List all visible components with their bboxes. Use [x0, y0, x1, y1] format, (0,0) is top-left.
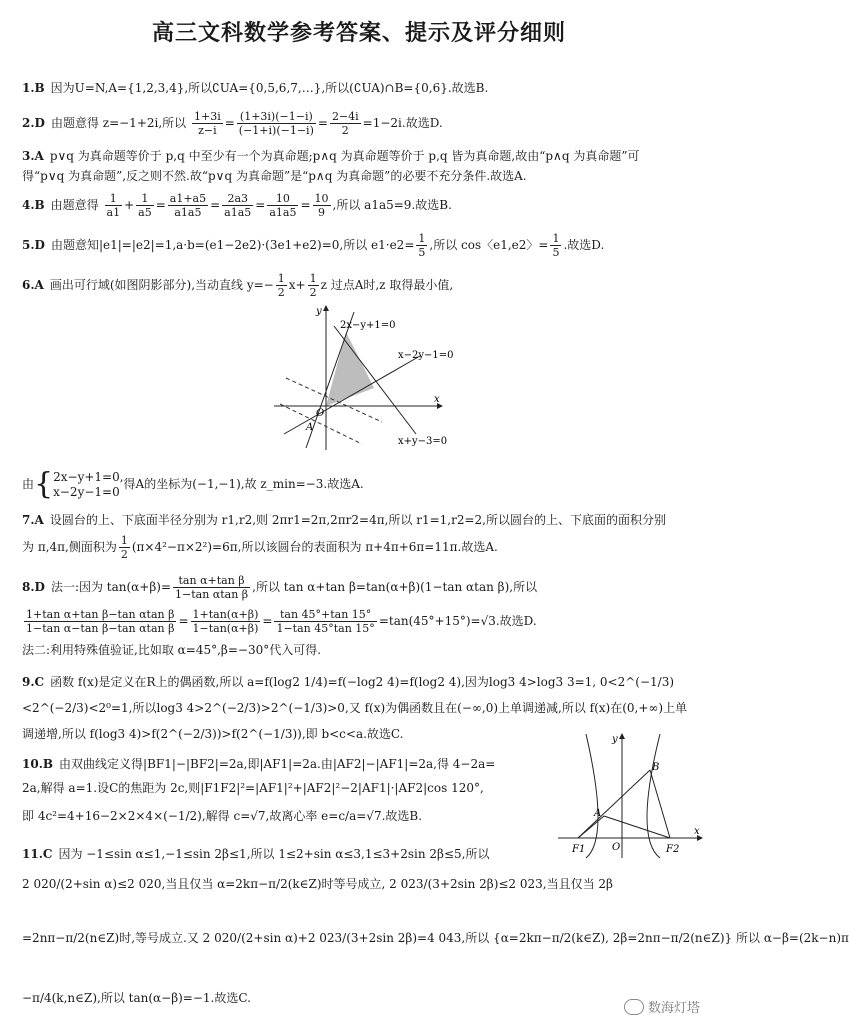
- answer-9-line1: 9.C 函数 f(x)是定义在R上的偶函数,所以 a=f(log2 1/4)=f(−log2 4)=f(log2 4),因为log3 4>log3 3=1, 0<2^(−1/3): [22, 675, 675, 689]
- label-line2: x−2y−1=0: [398, 350, 454, 361]
- answer-6-system: 由{2x−y+1=0, x−2y−1=0得A的坐标为(−1,−1),故 z_min=−3.故选A.: [22, 466, 364, 502]
- answer-11-line3: =2nπ−π/2(n∈Z)时,等号成立.又 2 020/(2+sin α)+2 023/(3+2sin 2β)=4 043,所以 {α=2kπ−π/2(k∈Z), 2β=2nπ−π/2(n∈Z)} 所以 α−β=(2k−n)π: [22, 931, 849, 945]
- answer-5: 5.D 由题意知|e1|=|e2|=1,a·b=(e1−2e2)·(3e1+e2)=0,所以 e1·e2= $\frac{1}{5}$ ,所以 cos〈e1,e2〉= $\frac{1}{5}$ .故选D.: [22, 232, 605, 259]
- answer-6: 6.A 画出可行域(如图阴影部分),当动直线 y=− $\frac{1}{2}$ x+ $\frac{1}{2}$ z 过点A时,z 取得最小值,: [22, 272, 454, 299]
- axis-x-label: x: [694, 826, 700, 837]
- label-f1: F1: [572, 844, 586, 855]
- answer-9-line3: 调递增,所以 f(log3 4)>f(2^(−2/3))>f(2^(−1/3)),即 b<c<a.故选C.: [22, 727, 404, 741]
- answer-9-line2: <2^(−2/3)<2⁰=1,所以log3 4>2^(−2/3)>2^(−1/3)>0,又 f(x)为偶函数且在(−∞,0)上单调递减,所以 f(x)在(0,+∞)上单: [22, 701, 688, 715]
- answer-11-line2: 2 020/(2+sin α)≤2 020,当且仅当 α=2kπ−π/2(k∈Z)时等号成立, 2 023/(3+2sin 2β)≤2 023,当且仅当 2β: [22, 877, 613, 891]
- answer-11-line1: 11.C 因为 −1≤sin α≤1,−1≤sin 2β≤1,所以 1≤2+sin α≤3,1≤3+2sin 2β≤5,所以: [22, 847, 490, 861]
- page-title: 高三文科数学参考答案、提示及评分细则: [151, 21, 566, 46]
- answer-3-line2: 得“p∨q 为真命题”,反之则不然.故“p∨q 为真命题”是“p∧q 为真命题”的必要不充分条件.故选A.: [22, 169, 527, 183]
- axis-x-label: x: [434, 394, 440, 405]
- hyperbola-figure: [556, 730, 706, 860]
- axis-y-label: y: [612, 734, 618, 745]
- answer-2: 2.D 由题意得 z=−1+2i,所以 $\frac{1+3i}{z-i}$ = $\frac{(1+3i)(-1-i)}{(-1+i)(-1-i)}$ = $\frac{2-4i}{2}$ =1−2i.故选D.: [22, 110, 443, 137]
- label-a: A: [594, 808, 602, 819]
- hyperbola-left-branch: [586, 734, 598, 858]
- answer-7-line1: 7.A 设圆台的上、下底面半径分别为 r1,r2,则 2πr1=2π,2πr2=4π,所以 r1=1,r2=2,所以圆台的上、下底面的面积分别: [22, 513, 666, 527]
- watermark: 数海灯塔: [624, 997, 700, 1016]
- answer-10-line1: 10.B 由双曲线定义得|BF1|−|BF2|=2a,即|AF1|=2a.由|AF2|−|AF1|=2a,得 4−2a=: [22, 757, 496, 771]
- label-b: B: [652, 762, 660, 773]
- answer-3-line1: 3.A p∨q 为真命题等价于 p,q 中至少有一个为真命题;p∧q 为真命题等价于 p,q 皆为真命题,故由“p∧q 为真命题”可: [22, 149, 640, 163]
- answer-8-line1: 8.D 法一:因为 tan(α+β)= $\frac{\text{tan α+tan β}}{\text{1−tan αtan β}}$ ,所以 tan α+tan β=tan(α+β)(1−tan αtan β),所以: [22, 574, 538, 601]
- origin-label: O: [612, 842, 621, 853]
- answer-11-line4: −π/4(k,n∈Z),所以 tan(α−β)=−1.故选C.: [22, 991, 251, 1005]
- wechat-icon: [624, 999, 644, 1015]
- answer-1: 1.B 因为U=N,A={1,2,3,4},所以∁UA={0,5,6,7,…},所以(∁UA)∩B={0,6}.故选B.: [22, 81, 489, 95]
- answer-8-line2: $\frac{\text{1+tan α+tan β−tan αtan β}}{\text{1−tan α−tan β−tan αtan β}}$ = $\frac{1+\tan(\alpha+\beta)}{1-\tan(\alpha+\beta)}$ = $\frac{\tan 45^\circ+\tan 15^\circ}{1-\tan 45^\circ\tan 15^\circ}$ =tan(45°+15°)=√3.故选D.: [26, 608, 537, 635]
- label-f2: F2: [666, 844, 680, 855]
- answer-8-line3: 法二:利用特殊值验证,比如取 α=45°,β=−30°代入可得.: [22, 643, 322, 657]
- answer-7-line2: 为 π,4π,侧面积为 $\frac{1}{2}$ (π×4²−π×2²)=6π,所以该圆台的表面积为 π+4π+6π=11π.故选A.: [22, 534, 498, 561]
- segment-b-f2: [650, 770, 670, 838]
- point-a-label: A: [306, 422, 314, 433]
- answer-10-line2: 2a,解得 a=1.设C的焦距为 2c,则|F1F2|²=|AF1|²+|AF2|²−2|AF1|·|AF2|cos 120°,: [22, 781, 484, 795]
- segment-a-f2: [604, 816, 670, 838]
- origin-label: O: [316, 408, 325, 419]
- answer-4: 4.B 由题意得 $\frac{1}{a1}$ + $\frac{1}{a5}$ = $\frac{a1+a5}{a1a5}$ = $\frac{2a3}{a1a5}$ = $\frac{10}{a1a5}$ = $\frac{10}{9}$ ,所以 a1a5=9.故选B.: [22, 192, 452, 219]
- axis-y-label: y: [316, 306, 322, 317]
- label-line3: x+y−3=0: [398, 436, 448, 447]
- label-line1: 2x−y+1=0: [340, 320, 396, 331]
- feasible-region-figure: [270, 302, 470, 454]
- answer-10-line3: 即 4c²=4+16−2×2×4×(−1/2),解得 c=√7,故离心率 e=c/a=√7.故选B.: [22, 809, 423, 823]
- segment-f1-a: [578, 816, 604, 838]
